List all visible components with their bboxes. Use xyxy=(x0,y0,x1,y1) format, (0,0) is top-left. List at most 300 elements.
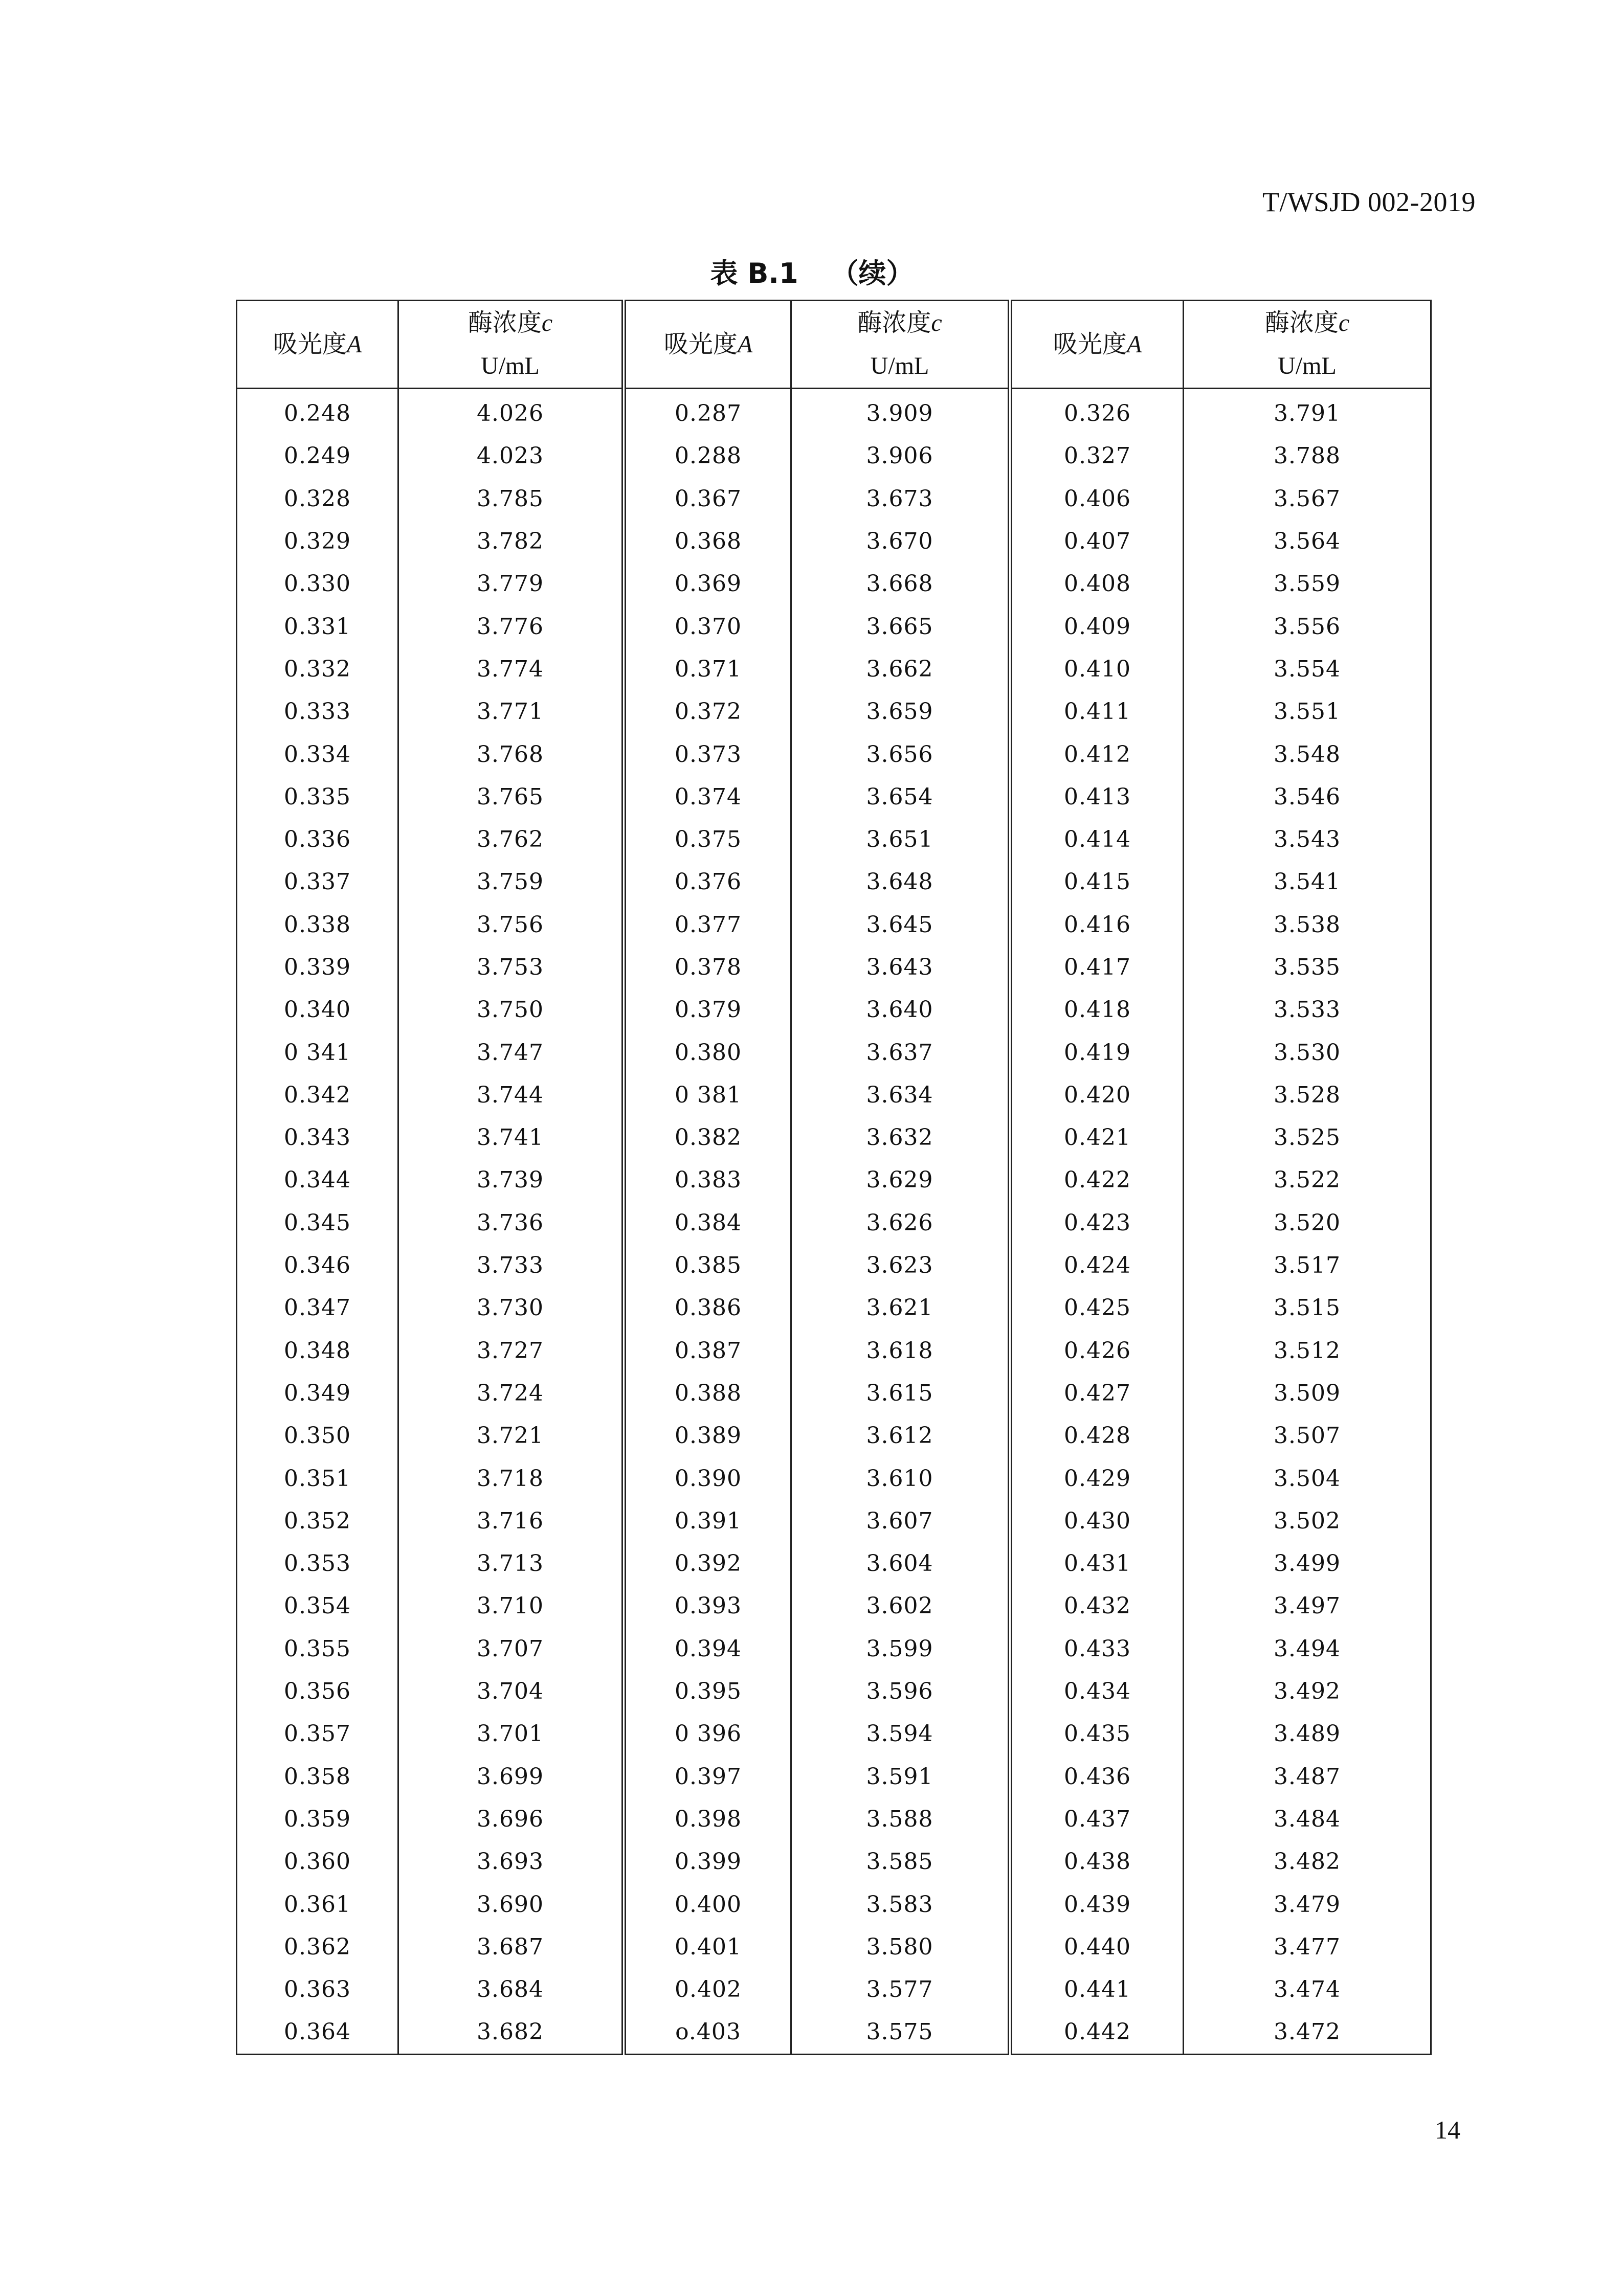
absorbance-variable: A xyxy=(346,331,362,358)
concentration-cell: 3.762 xyxy=(398,818,624,861)
absorbance-cell: 0.338 xyxy=(237,904,398,946)
absorbance-cell: 0.367 xyxy=(624,478,791,520)
absorbance-cell: 0.421 xyxy=(1010,1116,1184,1159)
concentration-cell: 3.782 xyxy=(398,520,624,562)
absorbance-cell: 0.412 xyxy=(1010,733,1184,775)
absorbance-cell: 0.359 xyxy=(237,1798,398,1840)
absorbance-cell: 0.374 xyxy=(624,776,791,818)
concentration-cell: 3.673 xyxy=(791,478,1010,520)
absorbance-cell: 0.411 xyxy=(1010,690,1184,733)
concentration-cell: 3.774 xyxy=(398,648,624,690)
absorbance-cell: 0.429 xyxy=(1010,1457,1184,1499)
concentration-cell: 3.662 xyxy=(791,648,1010,690)
table-row xyxy=(237,818,1431,861)
absorbance-cell: 0.379 xyxy=(624,988,791,1031)
concentration-cell: 3.668 xyxy=(791,562,1010,605)
absorbance-label: 吸光度 xyxy=(273,330,347,358)
absorbance-cell: 0.407 xyxy=(1010,520,1184,562)
absorbance-cell: 0.426 xyxy=(1010,1330,1184,1372)
absorbance-cell: 0.327 xyxy=(1010,435,1184,477)
absorbance-cell: 0.425 xyxy=(1010,1287,1184,1329)
table-row xyxy=(237,605,1431,647)
table-row xyxy=(237,1159,1431,1201)
concentration-cell: 3.575 xyxy=(791,2011,1010,2054)
page-number: 14 xyxy=(1435,2115,1460,2144)
concentration-cell: 3.730 xyxy=(398,1287,624,1329)
concentration-cell: 3.583 xyxy=(791,1883,1010,1925)
absorbance-cell: 0.351 xyxy=(237,1457,398,1499)
absorbance-cell: 0.368 xyxy=(624,520,791,562)
concentration-cell: 3.528 xyxy=(1184,1074,1431,1116)
absorbance-cell: 0.337 xyxy=(237,861,398,903)
absorbance-cell: 0.350 xyxy=(237,1414,398,1457)
concentration-cell: 3.727 xyxy=(398,1330,624,1372)
absorbance-cell: 0.423 xyxy=(1010,1202,1184,1244)
table-row xyxy=(237,1968,1431,2011)
table-row xyxy=(237,1372,1431,1414)
absorbance-cell: 0.397 xyxy=(624,1755,791,1798)
absorbance-cell: 0.336 xyxy=(237,818,398,861)
concentration-cell: 3.543 xyxy=(1184,818,1431,861)
table-row xyxy=(237,389,1431,435)
absorbance-cell: 0.410 xyxy=(1010,648,1184,690)
table-row xyxy=(237,1926,1431,1968)
concentration-cell: 3.704 xyxy=(398,1670,624,1713)
concentration-cell: 3.632 xyxy=(791,1116,1010,1159)
concentration-cell: 3.656 xyxy=(791,733,1010,775)
concentration-cell: 3.618 xyxy=(791,1330,1010,1372)
absorbance-cell: 0.384 xyxy=(624,1202,791,1244)
absorbance-cell: 0.339 xyxy=(237,946,398,988)
concentration-cell: 3.693 xyxy=(398,1840,624,1883)
absorbance-cell: 0.408 xyxy=(1010,562,1184,605)
concentration-cell: 3.556 xyxy=(1184,605,1431,647)
absorbance-cell: 0.431 xyxy=(1010,1542,1184,1585)
absorbance-cell: 0.422 xyxy=(1010,1159,1184,1201)
concentration-unit: U/mL xyxy=(481,352,540,379)
absorbance-cell: 0.287 xyxy=(624,389,791,435)
absorbance-cell: 0.436 xyxy=(1010,1755,1184,1798)
absorbance-cell: 0.344 xyxy=(237,1159,398,1201)
absorbance-cell: 0.390 xyxy=(624,1457,791,1499)
absorbance-cell: 0.369 xyxy=(624,562,791,605)
absorbance-cell: 0.249 xyxy=(237,435,398,477)
absorbance-cell: 0.357 xyxy=(237,1713,398,1755)
absorbance-cell: 0.386 xyxy=(624,1287,791,1329)
absorbance-cell: 0.388 xyxy=(624,1372,791,1414)
table-row xyxy=(237,1202,1431,1244)
concentration-cell: 3.744 xyxy=(398,1074,624,1116)
concentration-cell: 3.477 xyxy=(1184,1926,1431,1968)
table-row xyxy=(237,1244,1431,1287)
absorbance-cell: 0.331 xyxy=(237,605,398,647)
absorbance-cell: 0.248 xyxy=(237,389,398,435)
table-row xyxy=(237,1330,1431,1372)
concentration-cell: 3.494 xyxy=(1184,1628,1431,1670)
absorbance-cell: 0.349 xyxy=(237,1372,398,1414)
absorbance-cell: 0.355 xyxy=(237,1628,398,1670)
table-row xyxy=(237,1585,1431,1627)
concentration-cell: 3.615 xyxy=(791,1372,1010,1414)
concentration-cell: 3.645 xyxy=(791,904,1010,946)
absorbance-cell: 0.414 xyxy=(1010,818,1184,861)
table-row xyxy=(237,1116,1431,1159)
table-row xyxy=(237,1542,1431,1585)
concentration-cell: 3.515 xyxy=(1184,1287,1431,1329)
absorbance-cell: 0.427 xyxy=(1010,1372,1184,1414)
absorbance-cell: 0.387 xyxy=(624,1330,791,1372)
absorbance-cell: 0.409 xyxy=(1010,605,1184,647)
concentration-cell: 3.750 xyxy=(398,988,624,1031)
concentration-cell: 3.753 xyxy=(398,946,624,988)
concentration-cell: 3.599 xyxy=(791,1628,1010,1670)
concentration-cell: 3.684 xyxy=(398,1968,624,2011)
table-row xyxy=(237,861,1431,903)
absorbance-cell: 0.375 xyxy=(624,818,791,861)
absorbance-cell: 0.328 xyxy=(237,478,398,520)
absorbance-cell: 0.416 xyxy=(1010,904,1184,946)
concentration-cell: 3.502 xyxy=(1184,1500,1431,1542)
absorbance-concentration-table xyxy=(236,300,1432,2055)
concentration-cell: 3.701 xyxy=(398,1713,624,1755)
absorbance-cell: 0.333 xyxy=(237,690,398,733)
table-title-label: 表 B.1 xyxy=(710,257,798,289)
absorbance-cell: 0.428 xyxy=(1010,1414,1184,1457)
table-row xyxy=(237,435,1431,477)
concentration-cell: 3.721 xyxy=(398,1414,624,1457)
absorbance-cell: 0 341 xyxy=(237,1031,398,1073)
concentration-unit: U/mL xyxy=(870,352,929,379)
concentration-cell: 3.776 xyxy=(398,605,624,647)
concentration-cell: 3.535 xyxy=(1184,946,1431,988)
concentration-cell: 3.567 xyxy=(1184,478,1431,520)
absorbance-cell: 0.383 xyxy=(624,1159,791,1201)
concentration-cell: 3.492 xyxy=(1184,1670,1431,1713)
absorbance-cell: 0.335 xyxy=(237,776,398,818)
concentration-cell: 3.670 xyxy=(791,520,1010,562)
concentration-cell: 3.637 xyxy=(791,1031,1010,1073)
concentration-cell: 3.733 xyxy=(398,1244,624,1287)
concentration-cell: 3.517 xyxy=(1184,1244,1431,1287)
concentration-cell: 3.629 xyxy=(791,1159,1010,1201)
absorbance-cell: 0.400 xyxy=(624,1883,791,1925)
absorbance-cell: 0.370 xyxy=(624,605,791,647)
concentration-cell: 3.482 xyxy=(1184,1840,1431,1883)
concentration-cell: 3.610 xyxy=(791,1457,1010,1499)
concentration-cell: 3.551 xyxy=(1184,690,1431,733)
absorbance-cell: 0.380 xyxy=(624,1031,791,1073)
concentration-cell: 3.640 xyxy=(791,988,1010,1031)
absorbance-cell: 0.399 xyxy=(624,1840,791,1883)
absorbance-header xyxy=(237,301,398,389)
table-row xyxy=(237,1457,1431,1499)
concentration-cell: 3.559 xyxy=(1184,562,1431,605)
absorbance-cell: 0.389 xyxy=(624,1414,791,1457)
absorbance-header xyxy=(1010,301,1184,389)
concentration-cell: 3.487 xyxy=(1184,1755,1431,1798)
table-row xyxy=(237,1074,1431,1116)
absorbance-cell: 0.348 xyxy=(237,1330,398,1372)
absorbance-cell: 0.392 xyxy=(624,1542,791,1585)
concentration-cell: 3.489 xyxy=(1184,1713,1431,1755)
absorbance-cell: 0.360 xyxy=(237,1840,398,1883)
absorbance-cell: 0.362 xyxy=(237,1926,398,1968)
absorbance-cell: 0.376 xyxy=(624,861,791,903)
absorbance-cell: 0.435 xyxy=(1010,1713,1184,1755)
concentration-cell: 3.724 xyxy=(398,1372,624,1414)
table-row xyxy=(237,1670,1431,1713)
table-row xyxy=(237,1414,1431,1457)
absorbance-cell: 0.437 xyxy=(1010,1798,1184,1840)
absorbance-cell: 0.288 xyxy=(624,435,791,477)
concentration-cell: 3.591 xyxy=(791,1755,1010,1798)
table-row xyxy=(237,1628,1431,1670)
concentration-cell: 3.604 xyxy=(791,1542,1010,1585)
concentration-cell: 3.654 xyxy=(791,776,1010,818)
absorbance-cell: 0.363 xyxy=(237,1968,398,2011)
table-row xyxy=(237,478,1431,520)
concentration-cell: 3.765 xyxy=(398,776,624,818)
absorbance-cell: 0.406 xyxy=(1010,478,1184,520)
concentration-cell: 3.621 xyxy=(791,1287,1010,1329)
concentration-cell: 3.707 xyxy=(398,1628,624,1670)
concentration-cell: 3.472 xyxy=(1184,2011,1431,2054)
absorbance-cell: 0.418 xyxy=(1010,988,1184,1031)
concentration-cell: 3.623 xyxy=(791,1244,1010,1287)
concentration-cell: 3.612 xyxy=(791,1414,1010,1457)
absorbance-cell: 0.433 xyxy=(1010,1628,1184,1670)
absorbance-cell: 0.394 xyxy=(624,1628,791,1670)
concentration-cell: 3.497 xyxy=(1184,1585,1431,1627)
concentration-cell: 3.484 xyxy=(1184,1798,1431,1840)
concentration-cell: 3.504 xyxy=(1184,1457,1431,1499)
concentration-cell: 3.768 xyxy=(398,733,624,775)
table-row xyxy=(237,562,1431,605)
concentration-header xyxy=(1184,301,1431,389)
absorbance-cell: 0.415 xyxy=(1010,861,1184,903)
absorbance-cell: 0.393 xyxy=(624,1585,791,1627)
concentration-cell: 4.026 xyxy=(398,389,624,435)
absorbance-cell: 0.395 xyxy=(624,1670,791,1713)
absorbance-header xyxy=(624,301,791,389)
concentration-cell: 3.602 xyxy=(791,1585,1010,1627)
concentration-cell: 3.564 xyxy=(1184,520,1431,562)
concentration-cell: 3.713 xyxy=(398,1542,624,1585)
concentration-cell: 3.648 xyxy=(791,861,1010,903)
concentration-cell: 3.643 xyxy=(791,946,1010,988)
concentration-cell: 3.791 xyxy=(1184,389,1431,435)
absorbance-cell: 0.330 xyxy=(237,562,398,605)
concentration-cell: 3.479 xyxy=(1184,1883,1431,1925)
absorbance-cell: 0.326 xyxy=(1010,389,1184,435)
table-row xyxy=(237,690,1431,733)
table-row xyxy=(237,776,1431,818)
concentration-cell: 3.533 xyxy=(1184,988,1431,1031)
absorbance-label: 吸光度 xyxy=(663,330,738,358)
concentration-cell: 3.522 xyxy=(1184,1159,1431,1201)
concentration-cell: 3.690 xyxy=(398,1883,624,1925)
concentration-cell: 3.682 xyxy=(398,2011,624,2054)
concentration-cell: 3.736 xyxy=(398,1202,624,1244)
concentration-cell: 3.607 xyxy=(791,1500,1010,1542)
absorbance-cell: 0.347 xyxy=(237,1287,398,1329)
absorbance-cell: 0.378 xyxy=(624,946,791,988)
absorbance-cell: 0.439 xyxy=(1010,1883,1184,1925)
absorbance-cell: 0 396 xyxy=(624,1713,791,1755)
absorbance-cell: 0.353 xyxy=(237,1542,398,1585)
absorbance-cell: 0.343 xyxy=(237,1116,398,1159)
concentration-cell: 3.741 xyxy=(398,1116,624,1159)
concentration-label: 酶浓度 xyxy=(857,308,931,337)
absorbance-cell: 0.361 xyxy=(237,1883,398,1925)
concentration-cell: 3.554 xyxy=(1184,648,1431,690)
absorbance-cell: 0.398 xyxy=(624,1798,791,1840)
concentration-cell: 3.718 xyxy=(398,1457,624,1499)
absorbance-cell: 0.413 xyxy=(1010,776,1184,818)
table-row xyxy=(237,1713,1431,1755)
absorbance-cell: 0.356 xyxy=(237,1670,398,1713)
concentration-cell: 3.699 xyxy=(398,1755,624,1798)
concentration-cell: 3.541 xyxy=(1184,861,1431,903)
absorbance-cell: 0.371 xyxy=(624,648,791,690)
table-row xyxy=(237,1031,1431,1073)
absorbance-cell: 0.352 xyxy=(237,1500,398,1542)
concentration-unit: U/mL xyxy=(1278,352,1337,379)
concentration-cell: 3.499 xyxy=(1184,1542,1431,1585)
concentration-cell: 3.739 xyxy=(398,1159,624,1201)
concentration-cell: 3.909 xyxy=(791,389,1010,435)
table-row xyxy=(237,1840,1431,1883)
concentration-cell: 3.596 xyxy=(791,1670,1010,1713)
concentration-cell: 3.747 xyxy=(398,1031,624,1073)
table-row xyxy=(237,1883,1431,1925)
table-row xyxy=(237,1500,1431,1542)
absorbance-variable: A xyxy=(1126,331,1142,358)
absorbance-cell: 0.334 xyxy=(237,733,398,775)
concentration-cell: 3.585 xyxy=(791,1840,1010,1883)
absorbance-cell: 0.434 xyxy=(1010,1670,1184,1713)
concentration-cell: 3.687 xyxy=(398,1926,624,1968)
concentration-variable: c xyxy=(931,309,942,336)
table-body xyxy=(237,389,1431,2055)
absorbance-cell: 0.342 xyxy=(237,1074,398,1116)
concentration-cell: 3.634 xyxy=(791,1074,1010,1116)
concentration-cell: 3.759 xyxy=(398,861,624,903)
table-title xyxy=(0,257,1624,289)
absorbance-cell: 0.417 xyxy=(1010,946,1184,988)
absorbance-cell: 0.382 xyxy=(624,1116,791,1159)
absorbance-cell: 0.346 xyxy=(237,1244,398,1287)
table-row xyxy=(237,1287,1431,1329)
concentration-cell: 3.520 xyxy=(1184,1202,1431,1244)
concentration-cell: 3.512 xyxy=(1184,1330,1431,1372)
document-id: T/WSJD 002-2019 xyxy=(1262,187,1476,217)
concentration-cell: 3.580 xyxy=(791,1926,1010,1968)
absorbance-cell: 0.430 xyxy=(1010,1500,1184,1542)
concentration-cell: 3.716 xyxy=(398,1500,624,1542)
concentration-cell: 4.023 xyxy=(398,435,624,477)
concentration-cell: 3.659 xyxy=(791,690,1010,733)
absorbance-cell: 0.385 xyxy=(624,1244,791,1287)
absorbance-cell: 0.364 xyxy=(237,2011,398,2054)
concentration-header xyxy=(398,301,624,389)
concentration-cell: 3.906 xyxy=(791,435,1010,477)
absorbance-cell: 0.432 xyxy=(1010,1585,1184,1627)
concentration-cell: 3.509 xyxy=(1184,1372,1431,1414)
absorbance-cell: 0.340 xyxy=(237,988,398,1031)
absorbance-cell: 0.391 xyxy=(624,1500,791,1542)
absorbance-cell: 0.401 xyxy=(624,1926,791,1968)
absorbance-cell: 0.377 xyxy=(624,904,791,946)
absorbance-cell: 0.419 xyxy=(1010,1031,1184,1073)
table-row xyxy=(237,648,1431,690)
concentration-cell: 3.710 xyxy=(398,1585,624,1627)
concentration-label: 酶浓度 xyxy=(1264,308,1339,337)
concentration-cell: 3.788 xyxy=(1184,435,1431,477)
table-row xyxy=(237,904,1431,946)
absorbance-label: 吸光度 xyxy=(1053,330,1127,358)
concentration-cell: 3.525 xyxy=(1184,1116,1431,1159)
concentration-cell: 3.474 xyxy=(1184,1968,1431,2011)
concentration-cell: 3.756 xyxy=(398,904,624,946)
absorbance-cell: 0.420 xyxy=(1010,1074,1184,1116)
absorbance-cell: 0.438 xyxy=(1010,1840,1184,1883)
absorbance-variable: A xyxy=(737,331,753,358)
concentration-cell: 3.507 xyxy=(1184,1414,1431,1457)
concentration-cell: 3.588 xyxy=(791,1798,1010,1840)
concentration-cell: 3.696 xyxy=(398,1798,624,1840)
table-row xyxy=(237,1798,1431,1840)
table-row xyxy=(237,733,1431,775)
table-row xyxy=(237,2011,1431,2054)
absorbance-cell: 0.329 xyxy=(237,520,398,562)
table-row xyxy=(237,1755,1431,1798)
table-title-suffix: （续） xyxy=(831,257,914,289)
concentration-cell: 3.665 xyxy=(791,605,1010,647)
absorbance-cell: 0.372 xyxy=(624,690,791,733)
absorbance-cell: 0.402 xyxy=(624,1968,791,2011)
table-header-row xyxy=(237,301,1431,389)
concentration-label: 酶浓度 xyxy=(468,308,542,337)
concentration-cell: 3.546 xyxy=(1184,776,1431,818)
table-row xyxy=(237,988,1431,1031)
concentration-cell: 3.771 xyxy=(398,690,624,733)
absorbance-cell: o.403 xyxy=(624,2011,791,2054)
concentration-cell: 3.651 xyxy=(791,818,1010,861)
absorbance-cell: 0.354 xyxy=(237,1585,398,1627)
absorbance-cell: 0.373 xyxy=(624,733,791,775)
concentration-header xyxy=(791,301,1010,389)
absorbance-cell: 0.442 xyxy=(1010,2011,1184,2054)
concentration-cell: 3.548 xyxy=(1184,733,1431,775)
concentration-variable: c xyxy=(1338,309,1350,336)
concentration-cell: 3.577 xyxy=(791,1968,1010,2011)
table-row xyxy=(237,946,1431,988)
absorbance-cell: 0.441 xyxy=(1010,1968,1184,2011)
concentration-variable: c xyxy=(541,309,553,336)
concentration-cell: 3.594 xyxy=(791,1713,1010,1755)
absorbance-cell: 0.424 xyxy=(1010,1244,1184,1287)
absorbance-cell: 0.358 xyxy=(237,1755,398,1798)
absorbance-cell: 0.332 xyxy=(237,648,398,690)
concentration-cell: 3.626 xyxy=(791,1202,1010,1244)
absorbance-cell: 0.440 xyxy=(1010,1926,1184,1968)
concentration-cell: 3.785 xyxy=(398,478,624,520)
concentration-cell: 3.530 xyxy=(1184,1031,1431,1073)
absorbance-cell: 0.345 xyxy=(237,1202,398,1244)
absorbance-cell: 0 381 xyxy=(624,1074,791,1116)
concentration-cell: 3.538 xyxy=(1184,904,1431,946)
